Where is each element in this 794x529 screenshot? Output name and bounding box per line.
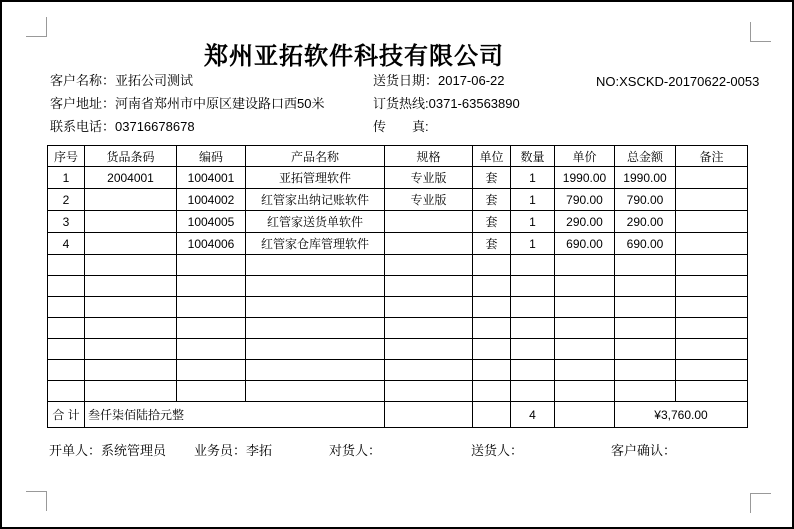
salesman-label: 业务员： — [194, 443, 247, 458]
empty-cell — [48, 276, 85, 297]
empty-row — [48, 339, 748, 360]
empty-cell — [473, 255, 511, 276]
empty-cell — [85, 339, 177, 360]
empty-cell — [85, 381, 177, 402]
cell-code: 1004006 — [177, 233, 246, 255]
empty-cell — [555, 297, 615, 318]
cell-remark — [676, 233, 748, 255]
empty-cell — [555, 255, 615, 276]
empty-cell — [615, 339, 676, 360]
cell-unit: 套 — [473, 167, 511, 189]
doc-number: NO:XSCKD-20170622-0053 — [596, 74, 760, 89]
empty-cell — [177, 318, 246, 339]
table-row — [48, 167, 748, 189]
empty-row — [48, 297, 748, 318]
empty-cell — [676, 381, 748, 402]
empty-cell — [385, 339, 473, 360]
empty-row — [48, 318, 748, 339]
empty-cell — [555, 381, 615, 402]
empty-cell — [85, 297, 177, 318]
empty-cell — [48, 339, 85, 360]
empty-cell — [511, 360, 555, 381]
table-row — [48, 189, 748, 211]
cell-qty: 1 — [511, 211, 555, 233]
cell-price: 790.00 — [555, 189, 615, 211]
empty-cell — [48, 255, 85, 276]
empty-cell — [246, 276, 385, 297]
table-row — [48, 211, 748, 233]
cell-seq: 4 — [48, 233, 85, 255]
deliverer-label: 送货人： — [471, 443, 524, 458]
cell-seq: 3 — [48, 211, 85, 233]
cell-seq: 1 — [48, 167, 85, 189]
cell-code: 1004005 — [177, 211, 246, 233]
cell-product-name: 红管家送货单软件 — [246, 211, 385, 233]
empty-cell — [676, 339, 748, 360]
col-header-price: 单价 — [555, 146, 615, 167]
cell-product-name: 亚拓管理软件 — [246, 167, 385, 189]
empty-cell — [511, 276, 555, 297]
total-qty: 4 — [511, 402, 555, 428]
empty-cell — [177, 255, 246, 276]
col-header-unit: 单位 — [473, 146, 511, 167]
cell-price: 290.00 — [555, 211, 615, 233]
cell-code: 1004001 — [177, 167, 246, 189]
empty-cell — [676, 276, 748, 297]
salesman-field — [194, 440, 272, 459]
col-header-spec: 规格 — [385, 146, 473, 167]
cell-price: 1990.00 — [555, 167, 615, 189]
table-header-row — [48, 146, 748, 167]
total-amount: ¥3,760.00 — [615, 402, 748, 428]
empty-cell — [385, 255, 473, 276]
cell-code: 1004002 — [177, 189, 246, 211]
total-spec-empty-cell — [385, 402, 473, 428]
cell-barcode: 2004001 — [85, 167, 177, 189]
empty-cell — [555, 360, 615, 381]
cell-barcode — [85, 233, 177, 255]
total-amount-in-words: 叁仟柒佰陆拾元整 — [85, 402, 385, 428]
cell-unit: 套 — [473, 233, 511, 255]
customer-name-label: 客户名称： — [50, 73, 116, 88]
empty-row — [48, 255, 748, 276]
empty-cell — [85, 318, 177, 339]
empty-cell — [385, 318, 473, 339]
cell-price: 690.00 — [555, 233, 615, 255]
customer-address-field — [50, 96, 324, 111]
empty-cell — [676, 297, 748, 318]
col-header-product-name: 产品名称 — [246, 146, 385, 167]
empty-cell — [246, 381, 385, 402]
cell-remark — [676, 211, 748, 233]
empty-cell — [246, 297, 385, 318]
empty-cell — [246, 360, 385, 381]
empty-cell — [473, 339, 511, 360]
crop-mark-top-left-icon — [26, 17, 47, 37]
empty-cell — [473, 318, 511, 339]
cell-amount: 690.00 — [615, 233, 676, 255]
cell-remark — [676, 189, 748, 211]
empty-row — [48, 360, 748, 381]
customer-confirm-label: 客户确认： — [611, 443, 677, 458]
contact-phone-field — [50, 119, 195, 134]
crop-mark-top-right-icon — [750, 22, 771, 42]
cell-product-name: 红管家出纳记账软件 — [246, 189, 385, 211]
empty-cell — [177, 339, 246, 360]
issuer-field — [49, 440, 166, 459]
cell-remark — [676, 167, 748, 189]
cell-amount: 290.00 — [615, 211, 676, 233]
total-label: 合 计 — [48, 402, 85, 428]
empty-cell — [177, 276, 246, 297]
empty-cell — [676, 318, 748, 339]
empty-cell — [177, 360, 246, 381]
empty-cell — [473, 276, 511, 297]
cell-spec — [385, 233, 473, 255]
cell-barcode — [85, 211, 177, 233]
empty-cell — [385, 360, 473, 381]
order-hotline-field — [373, 96, 520, 111]
items-table — [47, 145, 748, 428]
contact-phone-value: 03716678678 — [115, 119, 195, 134]
empty-cell — [246, 318, 385, 339]
empty-cell — [676, 255, 748, 276]
cell-amount: 1990.00 — [615, 167, 676, 189]
empty-row — [48, 276, 748, 297]
col-header-qty: 数量 — [511, 146, 555, 167]
empty-cell — [615, 255, 676, 276]
delivery-date-field — [373, 73, 505, 88]
empty-cell — [48, 360, 85, 381]
empty-cell — [473, 297, 511, 318]
empty-cell — [511, 255, 555, 276]
page-title: 郑州亚拓软件科技有限公司 — [204, 43, 504, 70]
customer-name-value: 亚拓公司测试 — [115, 73, 194, 88]
issuer-label: 开单人： — [49, 443, 102, 458]
customer-address-value: 河南省郑州市中原区建设路口西50米 — [115, 96, 325, 111]
empty-cell — [555, 318, 615, 339]
customer-confirm-field — [611, 440, 676, 459]
empty-cell — [615, 318, 676, 339]
goods-checker-label: 对货人： — [329, 443, 382, 458]
contact-phone-label: 联系电话： — [50, 119, 116, 134]
empty-cell — [385, 381, 473, 402]
empty-cell — [48, 318, 85, 339]
crop-mark-bottom-left-icon — [26, 491, 47, 511]
col-header-remark: 备注 — [676, 146, 748, 167]
total-row — [48, 402, 748, 428]
col-header-code: 编码 — [177, 146, 246, 167]
total-unit-empty-cell — [473, 402, 511, 428]
cell-qty: 1 — [511, 233, 555, 255]
cell-seq: 2 — [48, 189, 85, 211]
empty-cell — [615, 360, 676, 381]
empty-cell — [385, 276, 473, 297]
cell-amount: 790.00 — [615, 189, 676, 211]
empty-cell — [615, 276, 676, 297]
col-header-seq: 序号 — [48, 146, 85, 167]
cell-qty: 1 — [511, 167, 555, 189]
fax-field — [373, 119, 429, 134]
empty-cell — [85, 276, 177, 297]
empty-cell — [676, 360, 748, 381]
col-header-barcode: 货品条码 — [85, 146, 177, 167]
empty-row — [48, 381, 748, 402]
order-hotline-label: 订货热线: — [373, 96, 429, 111]
order-hotline-value: 0371-63563890 — [428, 96, 520, 111]
empty-cell — [246, 339, 385, 360]
empty-cell — [85, 360, 177, 381]
empty-cell — [48, 381, 85, 402]
col-header-amount: 总金额 — [615, 146, 676, 167]
customer-address-label: 客户地址： — [50, 96, 116, 111]
empty-cell — [473, 381, 511, 402]
cell-qty: 1 — [511, 189, 555, 211]
empty-cell — [385, 297, 473, 318]
empty-cell — [85, 255, 177, 276]
empty-cell — [177, 297, 246, 318]
cell-spec: 专业版 — [385, 189, 473, 211]
cell-spec: 专业版 — [385, 167, 473, 189]
empty-cell — [246, 255, 385, 276]
empty-cell — [473, 360, 511, 381]
crop-mark-bottom-right-icon — [750, 493, 771, 513]
cell-unit: 套 — [473, 211, 511, 233]
empty-cell — [511, 339, 555, 360]
table-row — [48, 233, 748, 255]
items-table-body — [48, 167, 748, 428]
empty-cell — [555, 276, 615, 297]
salesman-value: 李拓 — [246, 443, 273, 458]
fax-label: 传 真: — [373, 119, 429, 134]
total-price-empty-cell — [555, 402, 615, 428]
deliverer-field — [471, 440, 523, 459]
issuer-value: 系统管理员 — [101, 443, 167, 458]
delivery-date-value: 2017-06-22 — [438, 73, 505, 88]
cell-product-name: 红管家仓库管理软件 — [246, 233, 385, 255]
empty-cell — [48, 297, 85, 318]
goods-checker-field — [329, 440, 381, 459]
cell-unit: 套 — [473, 189, 511, 211]
cell-spec — [385, 211, 473, 233]
empty-cell — [511, 381, 555, 402]
customer-name-field — [50, 73, 193, 88]
empty-cell — [615, 381, 676, 402]
cell-barcode — [85, 189, 177, 211]
delivery-date-label: 送货日期： — [373, 73, 439, 88]
empty-cell — [177, 381, 246, 402]
empty-cell — [555, 339, 615, 360]
empty-cell — [511, 318, 555, 339]
empty-cell — [615, 297, 676, 318]
empty-cell — [511, 297, 555, 318]
